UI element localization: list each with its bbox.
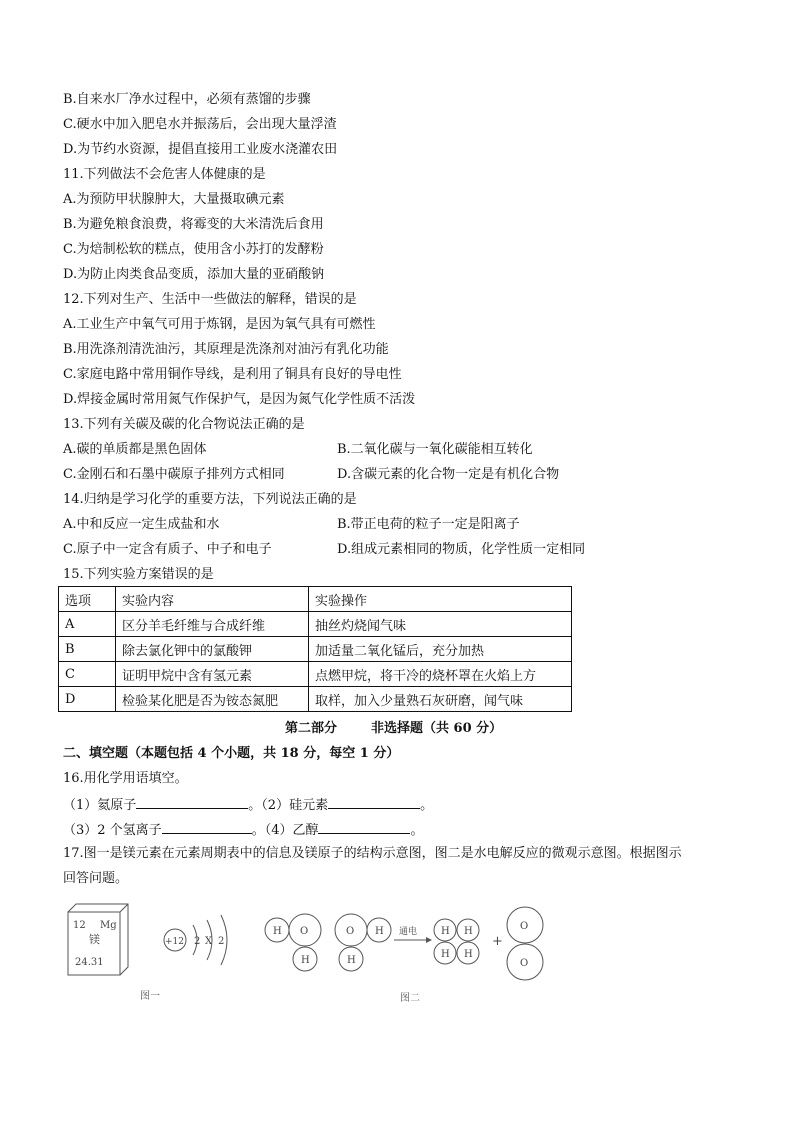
atom-label: H: [464, 949, 473, 960]
table-row: [59, 662, 572, 687]
figure2-caption: 图二: [400, 993, 420, 1004]
q17-line1: 17.图一是镁元素在元素周期表中的信息及镁原子的结构示意图，图二是水电解反应的微观示意图。根据图示: [63, 846, 682, 861]
q12-option-b: B.用洗涤剂清洗油污，其原理是洗涤剂对油污有乳化功能: [63, 342, 389, 357]
table-cell: D: [59, 687, 116, 712]
q16-separator: 。: [410, 823, 424, 838]
reaction-arrow-head: [426, 937, 432, 943]
plus-sign: +: [492, 934, 503, 949]
table-header-row: [59, 587, 572, 612]
table-cell: 检验某化肥是否为铵态氮肥: [116, 687, 309, 712]
shell-electron-count: X: [205, 936, 213, 947]
atom-label: O: [520, 921, 529, 932]
table-row: [59, 637, 572, 662]
atomic-mass: 24.31: [75, 957, 104, 968]
table-header-cell: 实验操作: [309, 587, 572, 612]
answer-blank-1[interactable]: [136, 796, 248, 809]
q14-option-c: C.原子中一定含有质子、中子和电子: [63, 542, 272, 557]
q10-option-b: B.自来水厂净水过程中，必须有蒸馏的步骤: [63, 92, 311, 107]
q12-option-d: D.焊接金属时常用氮气作保护气，是因为氮气化学性质不活泼: [63, 392, 416, 407]
table-cell: 除去氯化钾中的氯酸钾: [116, 637, 309, 662]
element-name: 镁: [89, 933, 100, 946]
table-cell: 取样，加入少量熟石灰研磨，闻气味: [309, 687, 572, 712]
atom-label: H: [464, 926, 473, 937]
atom-label: O: [520, 958, 529, 969]
atom-label: H: [273, 926, 282, 937]
q10-option-c: C.硬水中加入肥皂水并振荡后，会出现大量浮渣: [63, 117, 337, 132]
q13-option-b: B.二氧化碳与一氧化碳能相互转化: [337, 442, 533, 457]
q16-row1: [63, 796, 433, 814]
reaction-condition: 通电: [399, 927, 418, 937]
table-cell: 加适量二氧化锰后，充分加热: [309, 637, 572, 662]
section2-heading: 二、填空题（本题包括 4 个小题，共 18 分，每空 1 分）: [63, 746, 400, 761]
atom-label: H: [375, 926, 384, 937]
table-cell: 抽丝灼烧闻气味: [309, 612, 572, 637]
atom-label: O: [346, 926, 355, 937]
q17-line2: 回答问题。: [63, 871, 129, 886]
experiment-table: [58, 586, 572, 712]
q13-option-a: A.碳的单质都是黑色固体: [63, 442, 207, 457]
table-cell: A: [59, 612, 116, 637]
table-cell: 区分羊毛纤维与合成纤维: [116, 612, 309, 637]
q14-option-d: D.组成元素相同的物质，化学性质一定相同: [337, 542, 586, 557]
table-header-cell: 选项: [59, 587, 116, 612]
q16-part4-label: （4）乙醇: [264, 823, 319, 838]
atom-label: H: [347, 955, 356, 966]
q13-option-d: D.含碳元素的化合物一定是有机化合物: [337, 467, 560, 482]
table-cell: B: [59, 637, 116, 662]
answer-blank-2[interactable]: [328, 796, 420, 809]
nucleus-charge: +12: [165, 937, 184, 947]
q16-separator: 。: [251, 823, 265, 838]
table-header-cell: 实验内容: [116, 587, 309, 612]
part2-subtitle: 非选择题（共 60 分）: [371, 721, 503, 736]
q11-option-b: B.为避免粮食浪费，将霉变的大米清洗后食用: [63, 217, 324, 232]
q16-part1-label: （1）氦原子: [63, 798, 137, 813]
q16-part2-label: （2）硅元素: [261, 798, 329, 813]
q13-option-c: C.金刚石和石墨中碳原子排列方式相同: [63, 467, 285, 482]
element-symbol: Mg: [100, 920, 117, 931]
atom-label: H: [441, 926, 450, 937]
q12-option-c: C.家庭电路中常用铜作导线，是利用了铜具有良好的导电性: [63, 367, 402, 382]
q16-row2: [63, 821, 424, 839]
q11-option-c: C.为焙制松软的糕点，使用含小苏打的发酵粉: [63, 242, 324, 257]
q16-separator: 。: [420, 798, 434, 813]
atomic-number: 12: [73, 920, 86, 931]
q11-option-d: D.为防止肉类食品变质，添加大量的亚硝酸钠: [63, 267, 325, 282]
answer-blank-3[interactable]: [162, 821, 252, 834]
atom-label: H: [441, 949, 450, 960]
q13-stem: 13.下列有关碳及碳的化合物说法正确的是: [63, 417, 305, 432]
q12-option-a: A.工业生产中氧气可用于炼钢，是因为氧气具有可燃性: [63, 317, 376, 332]
figure1-caption: 图一: [140, 991, 160, 1002]
atom-label: H: [301, 955, 310, 966]
table-cell: 证明甲烷中含有氢元素: [116, 662, 309, 687]
q11-stem: 11.下列做法不会危害人体健康的是: [63, 167, 266, 182]
q16-part3-label: （3）2 个氢离子: [63, 823, 162, 838]
q14-option-b: B.带正电荷的粒子一定是阳离子: [337, 517, 520, 532]
atom-label: O: [300, 926, 309, 937]
answer-blank-4[interactable]: [318, 821, 410, 834]
q11-option-a: A.为预防甲状腺肿大，大量摄取碘元素: [63, 192, 285, 207]
q14-option-a: A.中和反应一定生成盐和水: [63, 517, 220, 532]
part2-title: 第二部分: [285, 721, 338, 736]
q17-figures: [60, 895, 560, 1013]
shell-electron-count: 2: [218, 936, 225, 947]
q14-stem: 14.归纳是学习化学的重要方法，下列说法正确的是: [63, 492, 357, 507]
q10-option-d: D.为节约水资源，提倡直接用工业废水浇灌农田: [63, 142, 338, 157]
q15-stem: 15.下列实验方案错误的是: [63, 567, 214, 582]
q16-separator: 。: [248, 798, 262, 813]
q16-stem: 16.用化学用语填空。: [63, 771, 188, 786]
q12-stem: 12.下列对生产、生活中一些做法的解释，错误的是: [63, 292, 357, 307]
table-row: [59, 612, 572, 637]
table-cell: C: [59, 662, 116, 687]
table-row: [59, 687, 572, 712]
shell-electron-count: 2: [194, 936, 201, 947]
table-cell: 点燃甲烷，将干冷的烧杯罩在火焰上方: [309, 662, 572, 687]
